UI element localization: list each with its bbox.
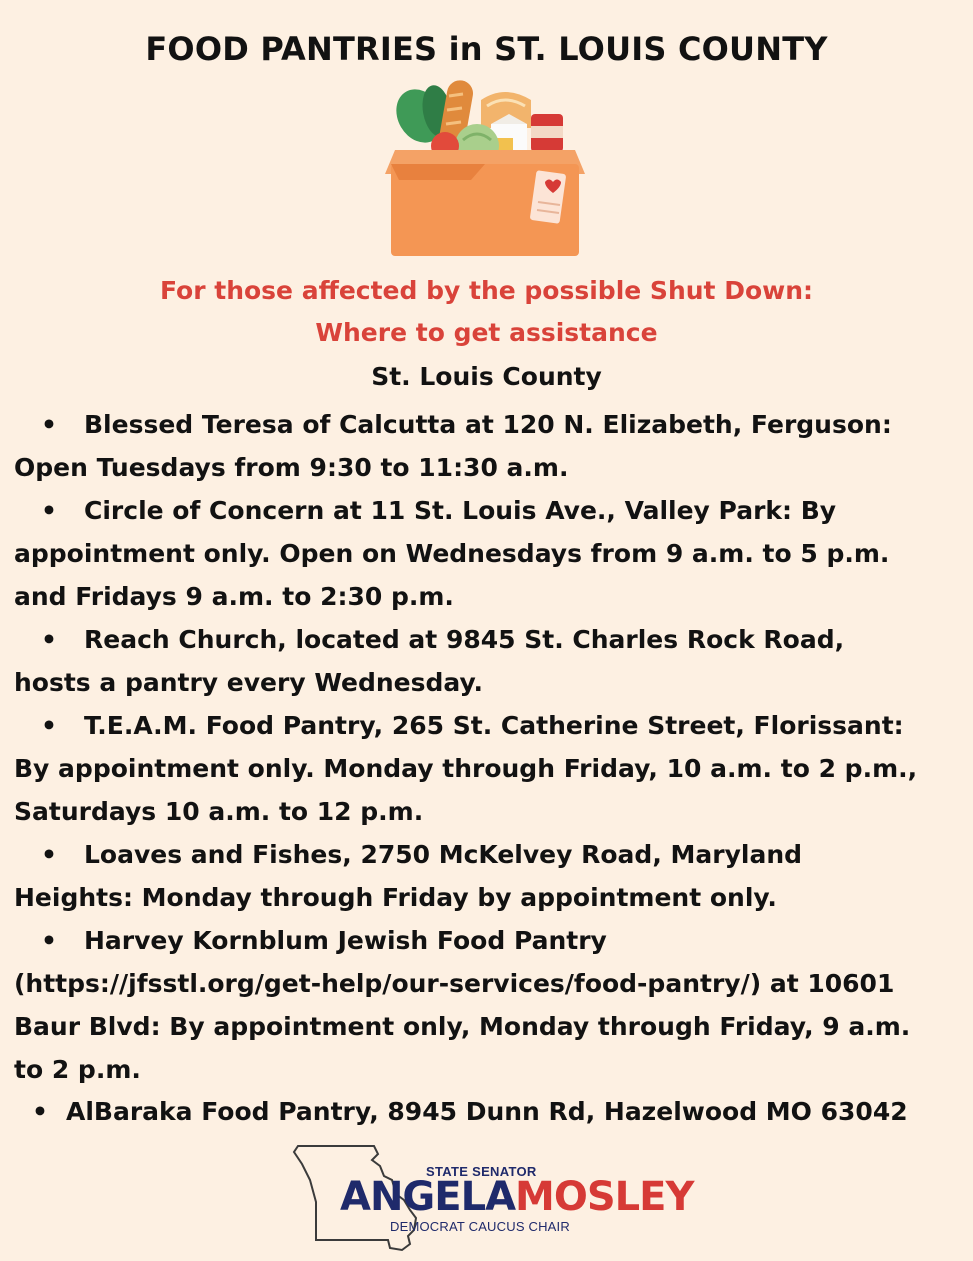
list-item <box>14 833 964 919</box>
item-line: Baur Blvd: By appointment only, Monday through Friday, 9 a.m. <box>14 1012 911 1041</box>
page-title: FOOD PANTRIES in ST. LOUIS COUNTY <box>145 30 828 68</box>
item-line: Reach Church, located at 9845 St. Charles Rock Road, <box>84 625 845 654</box>
subtitle-line-2: Where to get assistance <box>315 318 658 347</box>
item-line: By appointment only. Monday through Friday, 10 a.m. to 2 p.m., <box>14 754 918 783</box>
item-line: Blessed Teresa of Calcutta at 120 N. Elizabeth, Ferguson: <box>84 410 892 439</box>
list-item-last <box>14 1090 964 1133</box>
list-item <box>14 919 964 1091</box>
item-line: appointment only. Open on Wednesdays from 9 a.m. to 5 p.m. <box>14 539 890 568</box>
item-line: Circle of Concern at 11 St. Louis Ave., Valley Park: By <box>84 496 837 525</box>
bullet: • <box>41 840 57 869</box>
logo-superscript: STATE SENATOR <box>426 1164 537 1179</box>
logo-caption: DEMOCRAT CAUCUS CHAIR <box>390 1219 570 1234</box>
item-line: AlBaraka Food Pantry, 8945 Dunn Rd, Hazelwood MO 63042 <box>66 1097 908 1126</box>
bullet: • <box>41 625 57 654</box>
bullet: • <box>41 410 57 439</box>
item-line: Open Tuesdays from 9:30 to 11:30 a.m. <box>14 453 569 482</box>
list-item <box>14 704 964 833</box>
item-line: Heights: Monday through Friday by appointment only. <box>14 883 777 912</box>
item-line: T.E.A.M. Food Pantry, 265 St. Catherine Street, Florissant: <box>84 711 904 740</box>
logo-first-name: ANGELA <box>340 1174 516 1220</box>
list-item <box>14 618 964 704</box>
item-line: Harvey Kornblum Jewish Food Pantry <box>84 926 607 955</box>
item-line: Loaves and Fishes, 2750 McKelvey Road, Maryland <box>84 840 803 869</box>
item-line: hosts a pantry every Wednesday. <box>14 668 484 697</box>
grocery-box-icon <box>385 76 585 256</box>
senator-logo <box>292 1140 694 1255</box>
list-item <box>14 403 964 489</box>
county-heading: St. Louis County <box>371 362 602 391</box>
subtitle-line-1: For those affected by the possible Shut Down: <box>159 276 814 305</box>
item-line: Saturdays 10 a.m. to 12 p.m. <box>14 797 424 826</box>
logo-last-name: MOSLEY <box>515 1174 694 1220</box>
bullet: • <box>41 496 57 525</box>
list-item <box>14 489 964 618</box>
item-line: (https://jfsstl.org/get-help/our-services/food-pantry/) at 10601 <box>14 969 895 998</box>
bullet: • <box>41 711 57 740</box>
item-line: to 2 p.m. <box>14 1055 141 1084</box>
pantry-list <box>14 403 964 1091</box>
bullet: • <box>32 1097 48 1126</box>
item-line: and Fridays 9 a.m. to 2:30 p.m. <box>14 582 454 611</box>
logo-name <box>340 1174 693 1220</box>
bullet: • <box>41 926 57 955</box>
